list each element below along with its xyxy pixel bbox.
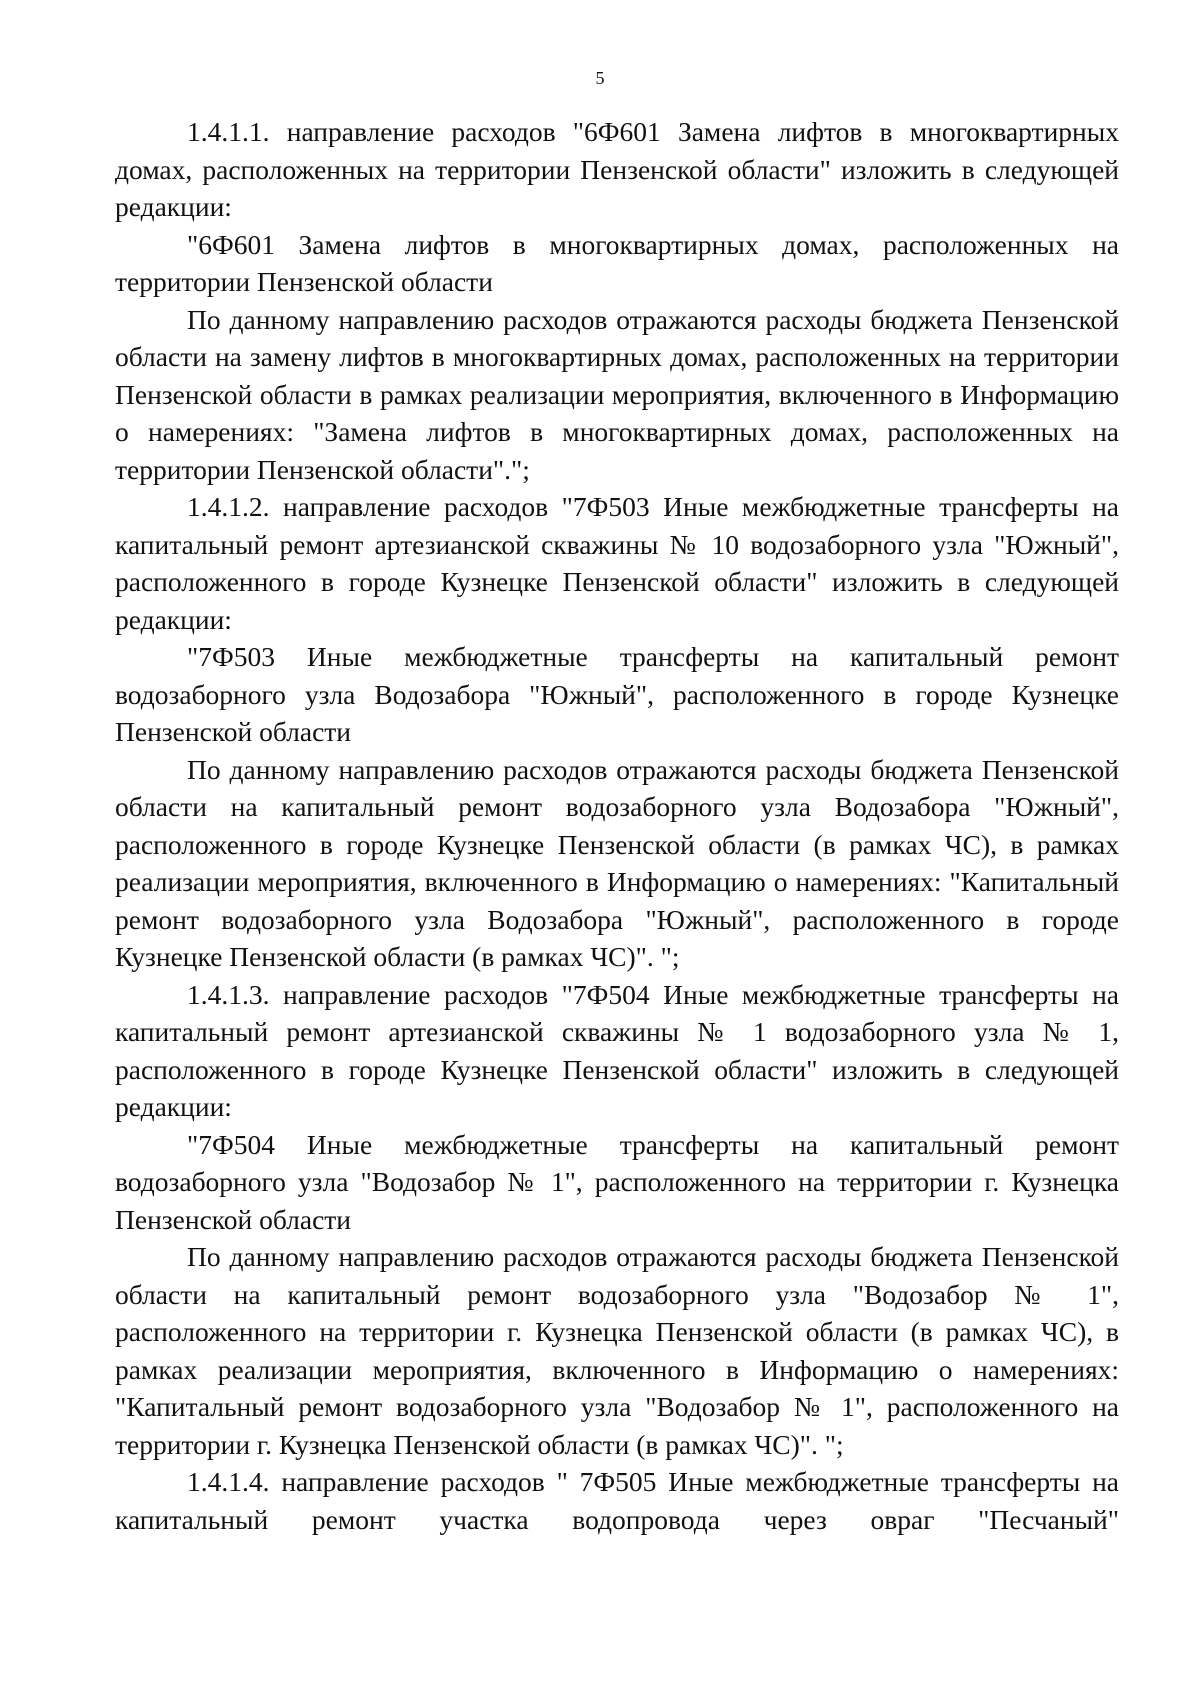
- paragraph-7f504-description: По данному направлению расходов отражаются расходы бюджета Пензенской области на капитальный ремонт водозаборного узла "Водозабор № 1", расположенного на территории г. Кузнецка Пензенской области (в рамках ЧС), в рамках реализации мероприятия, включенного в Информацию о намерениях: "Капитальный ремонт водозаборного узла "Водозабор № 1", расположенного на территории г. Кузнецка Пензенской области (в рамках ЧС)". ";: [115, 1241, 1119, 1460]
- paragraph-7f503-description: По данному направлению расходов отражаются расходы бюджета Пензенской области на капитальный ремонт водозаборного узла Водозабора "Южный", расположенного в городе Кузнецке Пензенской области (в рамках ЧС), в рамках реализации мероприятия, включенного в Информацию о намерениях: "Капитальный ремонт водозаборного узла Водозабора "Южный", расположенного в городе Кузнецке Пензенской области (в рамках ЧС)". ";: [115, 753, 1119, 972]
- paragraph-7f504-title: "7Ф504 Иные межбюджетные трансферты на капитальный ремонт водозаборного узла "Водозабор № 1", расположенного на территории г. Кузнецка Пензенской области: [115, 1128, 1119, 1235]
- paragraph-1-4-1-1-heading: 1.4.1.1. направление расходов "6Ф601 Замена лифтов в многоквартирных домах, расположенных на территории Пензенской области" изложить в следующей редакции:: [115, 116, 1119, 222]
- paragraph-1-4-1-2-heading: 1.4.1.2. направление расходов "7Ф503 Иные межбюджетные трансферты на капитальный ремонт артезианской скважины № 10 водозаборного узла "Южный", расположенного в городе Кузнецке Пензенской области" изложить в следующей редакции:: [115, 491, 1119, 635]
- paragraph-6f601-description: По данному направлению расходов отражаются расходы бюджета Пензенской области на замену лифтов в многоквартирных домах, расположенных на территории Пензенской области в рамках реализации мероприятия, включенного в Информацию о намерениях: "Замена лифтов в многоквартирных домах, расположенных на территории Пензенской области".";: [115, 303, 1119, 485]
- paragraph-6f601-title: "6Ф601 Замена лифтов в многоквартирных домах, расположенных на территории Пензенской области: [115, 228, 1119, 297]
- document-body: [115, 113, 1119, 1538]
- paragraph-7f503-title: "7Ф503 Иные межбюджетные трансферты на капитальный ремонт водозаборного узла Водозабора "Южный", расположенного в городе Кузнецке Пензенской области: [115, 641, 1119, 747]
- paragraph-1-4-1-4-heading: 1.4.1.4. направление расходов " 7Ф505 Иные межбюджетные трансферты на капитальный ремонт участка водопровода через овраг "Песчаный": [115, 1466, 1119, 1535]
- paragraph-1-4-1-3-heading: 1.4.1.3. направление расходов "7Ф504 Иные межбюджетные трансферты на капитальный ремонт артезианской скважины № 1 водозаборного узла № 1, расположенного в городе Кузнецке Пензенской области" изложить в следующей редакции:: [115, 978, 1119, 1122]
- page-number: 5: [595, 68, 605, 88]
